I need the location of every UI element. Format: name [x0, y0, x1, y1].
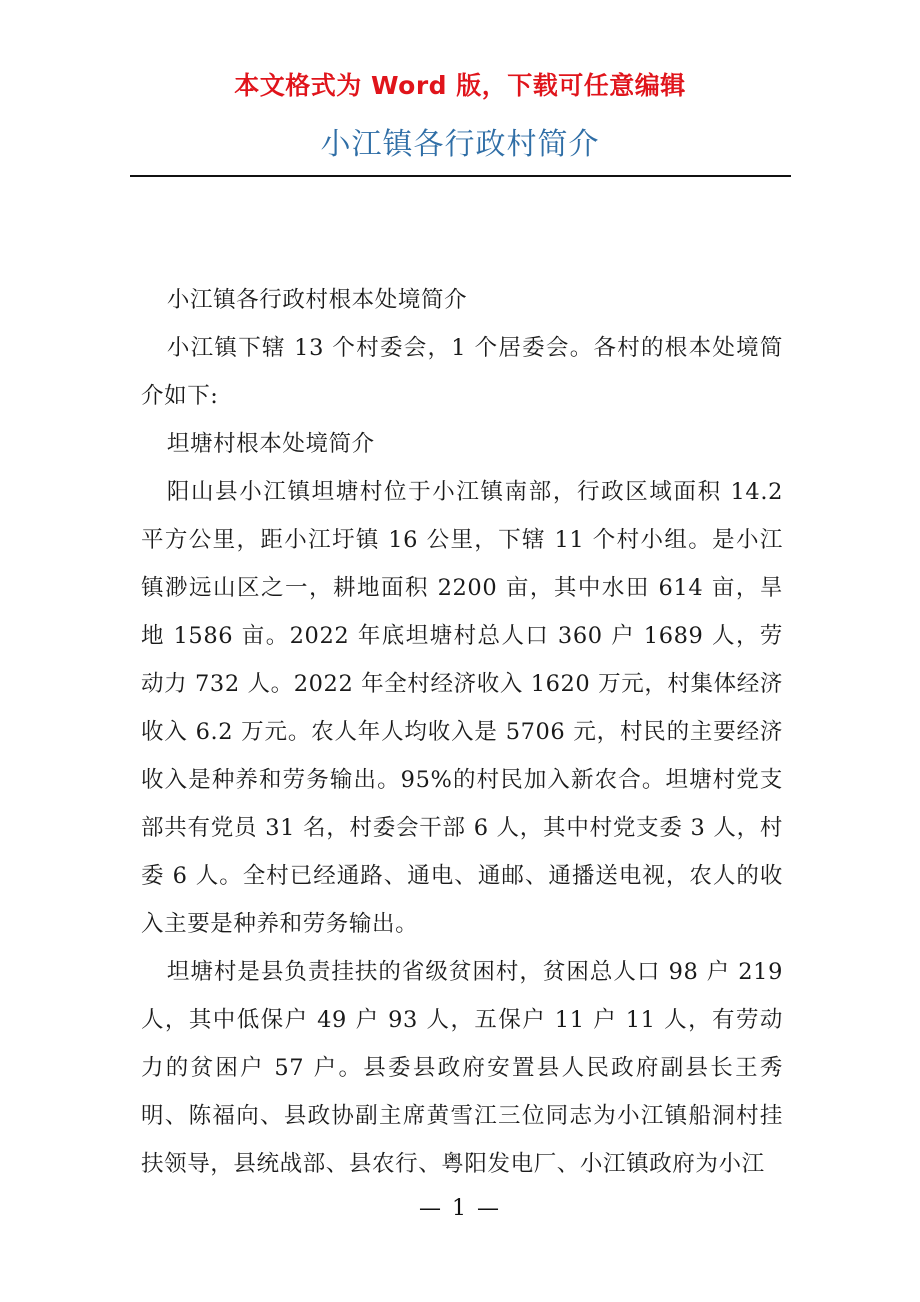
- word-format-banner: 本文格式为 Word 版，下载可任意编辑: [234, 71, 686, 100]
- page-number: — 1 —: [419, 1196, 501, 1221]
- document-body: [141, 276, 783, 1188]
- title-divider: [130, 175, 791, 177]
- paragraph-subtitle: 小江镇各行政村根本处境简介: [166, 287, 468, 313]
- paragraph-section-heading: 坦塘村根本处境简介: [166, 431, 375, 457]
- document-title: 小江镇各行政村简介: [320, 127, 600, 162]
- paragraph-poverty-info: 坦塘村是县负责挂扶的省级贫困村，贫困总人口 98 户 219 人，其中低保户 49 户 93 人，五保户 11 户 11 人，有劳动力的贫困户 57 户。县委县政府安置县人民政府副县长王秀明、陈福向、县政协副主席黄雪江三位同志为小江镇船洞村挂扶领导，县统战部、县农行、粤阳发电厂、小江镇政府为小江: [141, 959, 783, 1177]
- paragraph-village-overview: 阳山县小江镇坦塘村位于小江镇南部，行政区域面积 14.2 平方公里，距小江圩镇 16 公里，下辖 11 个村小组。是小江镇渺远山区之一，耕地面积 2200 亩，其中水田 614 亩，旱地 1586 亩。2022 年底坦塘村总人口 360 户 1689 人，劳动力 732 人。2022 年全村经济收入 1620 万元，村集体经济收入 6.2 万元。农人年人均收入是 5706 元，村民的主要经济收入是种养和劳务输出。95%的村民加入新农合。坦塘村党支部共有党员 31 名，村委会干部 6 人，其中村党支委 3 人，村委 6 人。全村已经通路、通电、通邮、通播送电视，农人的收入主要是种养和劳务输出。: [141, 479, 783, 937]
- paragraph-intro: 小江镇下辖 13 个村委会，1 个居委会。各村的根本处境简介如下:: [141, 335, 783, 409]
